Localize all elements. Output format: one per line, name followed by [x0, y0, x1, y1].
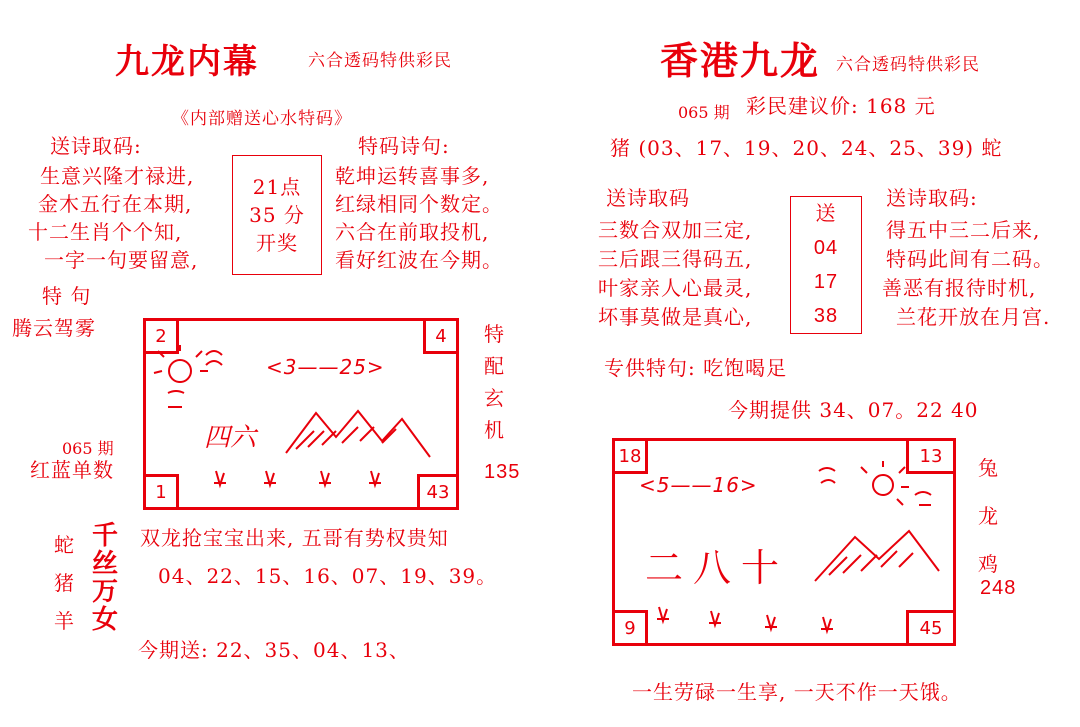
right-corner-tl: 18: [612, 438, 648, 474]
left-line-a: 双龙抢宝宝出来, 五哥有势权贵知: [140, 526, 449, 550]
send-box-item: 17: [813, 271, 839, 293]
left-pic-text: 四六: [204, 423, 257, 453]
right-poem-left: [598, 216, 752, 332]
right-price: 彩民建议价: 168 元: [746, 94, 936, 118]
right-poem-line: 坏事莫做是真心,: [598, 305, 753, 329]
right-poem-line: 三数合双加三定,: [598, 218, 753, 242]
left-red-blue: 红蓝单数: [30, 458, 114, 482]
send-box-item: 38: [813, 305, 839, 327]
left-zodiac-col: [54, 526, 75, 640]
right-picture-frame: [612, 438, 956, 646]
right-poem-label-left: 送诗取码: [606, 186, 690, 210]
right-provide: 今期提供 34、07。22 40: [728, 398, 979, 422]
right-corner-br: 45: [906, 610, 956, 646]
left-special-lines: [335, 162, 503, 274]
left-tese-phrase: 腾云驾雾: [12, 316, 96, 340]
right-corner-tr: 13: [906, 438, 956, 474]
right-pic-range: <5——16>: [639, 473, 758, 497]
left-side-number: 135: [484, 461, 521, 483]
right-pic-text: 二八十: [645, 546, 790, 590]
left-corner-bl: 1: [143, 474, 179, 510]
left-banner: 《内部赠送心水特码》: [172, 109, 352, 129]
right-side-vertical: [978, 444, 999, 588]
left-poem-lines: [28, 162, 199, 274]
time-box-line: 35 分: [249, 203, 305, 227]
right-poem-line: 兰花开放在月宫.: [896, 305, 1051, 329]
left-poem-line: 生意兴隆才禄进,: [40, 164, 195, 188]
left-send-line: 今期送: 22、35、04、13、: [138, 638, 410, 662]
time-box-line: 开奖: [256, 231, 298, 255]
right-sketch-drawing: [615, 441, 953, 643]
time-box-line: 21点: [252, 175, 302, 199]
left-subtitle: 六合透码特供彩民: [308, 51, 452, 71]
side-char: 机: [484, 418, 505, 442]
left-special-line: 红绿相同个数定。: [335, 192, 503, 216]
right-issue: 065 期: [678, 103, 730, 122]
zodiac-char: 蛇: [54, 533, 75, 557]
left-special-label: 特码诗句:: [358, 134, 450, 158]
left-corner-tl: 2: [143, 318, 179, 354]
left-pic-range: <3——25>: [266, 355, 385, 379]
right-poem-label-right: 送诗取码:: [886, 186, 978, 210]
left-side-vertical: [484, 318, 505, 446]
zodiac-char: 羊: [54, 609, 75, 633]
left-sketch-drawing: [146, 321, 456, 507]
right-poem-line: 善恶有报待时机,: [882, 276, 1037, 300]
left-corner-br: 43: [417, 474, 459, 510]
side-char: 特: [484, 322, 505, 346]
left-corner-tr: 4: [423, 318, 459, 354]
right-poem-line: 三后跟三得码五,: [598, 247, 753, 271]
right-subtitle: 六合透码特供彩民: [836, 55, 980, 75]
side-char: 鸡: [978, 552, 999, 576]
left-poem-line: 十二生肖个个知,: [28, 220, 183, 244]
side-char: 兔: [978, 456, 999, 480]
right-poem-line: 特码此间有二码。: [886, 247, 1054, 271]
right-footer: 一生劳碌一生享, 一天不作一天饿。: [632, 680, 962, 704]
right-poem-line: 得五中三二后来,: [886, 218, 1041, 242]
left-poem-line: 一字一句要留意,: [44, 248, 199, 272]
left-special-line: 看好红波在今期。: [335, 248, 503, 272]
right-poem-right: [882, 216, 1054, 332]
left-issue: 065 期: [62, 439, 114, 458]
right-pig-line: 猪 (03、17、19、20、24、25、39) 蛇: [610, 136, 1003, 160]
side-char: 玄: [484, 386, 505, 410]
left-picture-frame: [143, 318, 459, 510]
left-big-chars: 千丝万女: [92, 521, 119, 635]
left-line-b: 04、22、15、16、07、19、39。: [158, 564, 498, 588]
left-time-box: [232, 155, 322, 275]
left-special-line: 乾坤运转喜事多,: [335, 164, 490, 188]
right-title: 香港九龙: [660, 38, 821, 83]
left-title: 九龙内幕: [115, 42, 259, 82]
left-tese-label: 特 句: [42, 284, 92, 308]
side-char: 配: [484, 354, 505, 378]
right-send-box: [790, 196, 862, 334]
send-box-item: 04: [813, 237, 839, 259]
left-special-line: 六合在前取投机,: [335, 220, 490, 244]
right-corner-bl: 9: [612, 610, 648, 646]
side-char: 龙: [978, 504, 999, 528]
left-poem-line: 金木五行在本期,: [38, 192, 193, 216]
right-poem-line: 叶家亲人心最灵,: [598, 276, 753, 300]
send-box-item: 送: [815, 203, 837, 225]
right-side-number: 248: [980, 577, 1017, 599]
right-special: 专供特句: 吃饱喝足: [604, 356, 788, 380]
left-poem-label: 送诗取码:: [50, 134, 142, 158]
zodiac-char: 猪: [54, 571, 75, 595]
